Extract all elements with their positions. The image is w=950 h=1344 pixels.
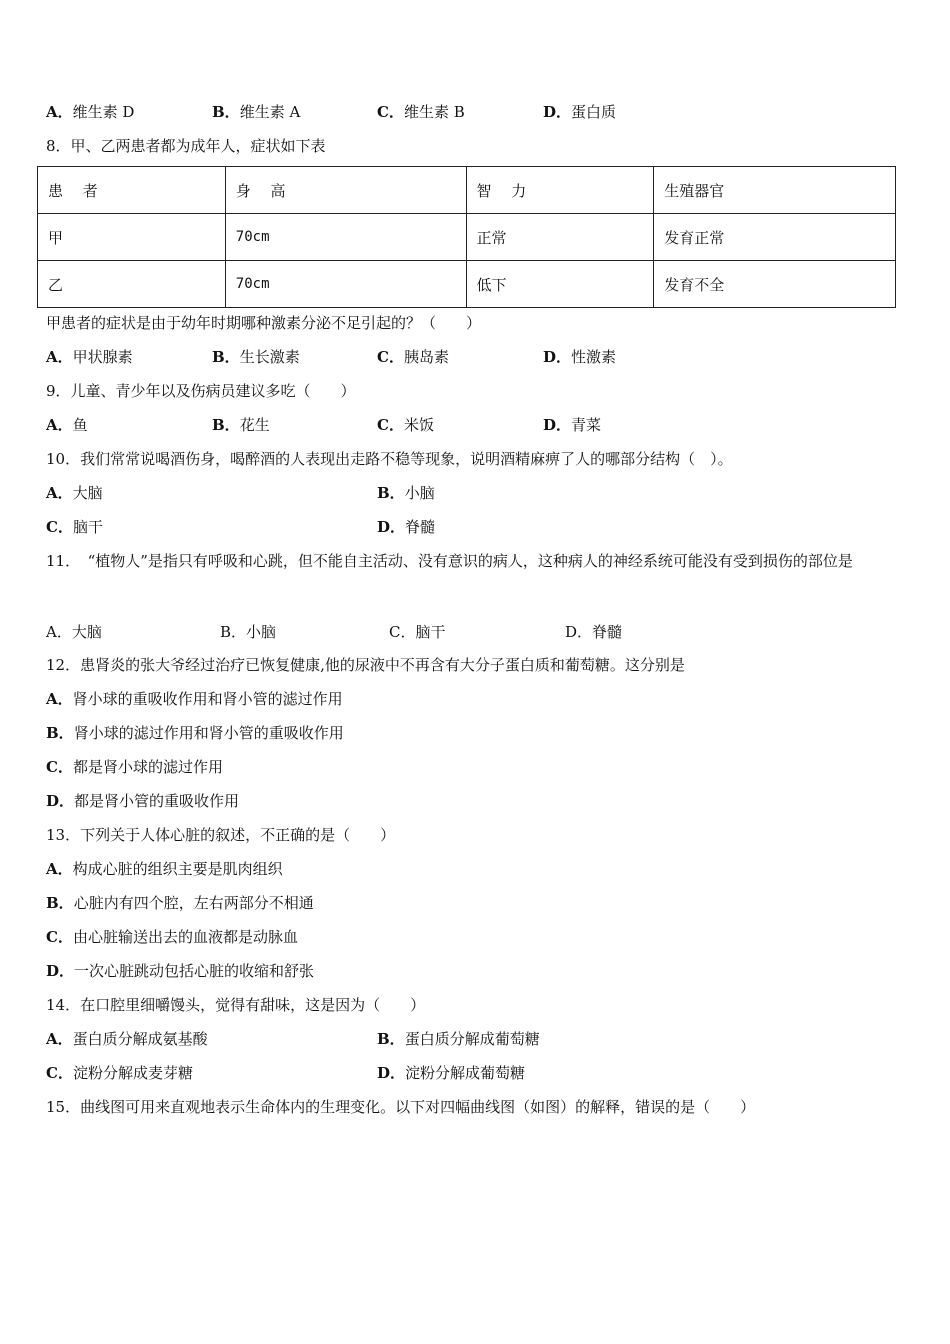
table-cell: 发育不全 — [654, 261, 896, 308]
q11-option-a: A．大脑 — [46, 623, 102, 641]
q12-option-b: B．肾小球的滤过作用和肾小管的重吸收作用 — [46, 724, 344, 742]
q9-option-a: A．鱼 — [46, 416, 88, 434]
q14-option-d: D．淀粉分解成葡萄糖 — [377, 1064, 526, 1082]
table-cell: 甲 — [38, 214, 226, 261]
symptom-table — [37, 166, 896, 308]
q12-stem: 12．患肾炎的张大爷经过治疗已恢复健康,他的尿液中不再含有大分子蛋白质和葡萄糖。这分别是 — [46, 656, 685, 674]
q9-option-b: B．花生 — [212, 416, 270, 434]
q15-stem: 15．曲线图可用来直观地表示生命体内的生理变化。以下对四幅曲线图（如图）的解释，错误的是（ ） — [46, 1098, 756, 1116]
q8-stem: 8．甲、乙两患者都为成年人，症状如下表 — [46, 137, 326, 155]
q8-option-b: B．生长激素 — [212, 348, 300, 366]
q7-option-d: D．蛋白质 — [543, 103, 617, 121]
q8-question: 甲患者的症状是由于幼年时期哪种激素分泌不足引起的？（ ） — [46, 314, 482, 332]
q7-option-c: C．维生素 B — [377, 103, 465, 121]
q8-option-c: C．胰岛素 — [377, 348, 449, 366]
q8-option-a: A．甲状腺素 — [46, 348, 133, 366]
table-cell: 乙 — [38, 261, 226, 308]
table-cell: 低下 — [466, 261, 654, 308]
table-header-row — [38, 167, 896, 214]
q14-stem: 14．在口腔里细嚼馒头，觉得有甜味，这是因为（ ） — [46, 996, 426, 1014]
table-header-cell: 智 力 — [466, 167, 654, 214]
q13-option-a: A．构成心脏的组织主要是肌肉组织 — [46, 860, 283, 878]
q14-option-c: C．淀粉分解成麦芽糖 — [46, 1064, 193, 1082]
q9-stem: 9．儿童、青少年以及伤病员建议多吃（ ） — [46, 382, 356, 400]
table-header-cell: 身 高 — [225, 167, 466, 214]
table-cell: 70cm — [225, 261, 466, 308]
table-cell: 发育正常 — [654, 214, 896, 261]
q13-option-b: B．心脏内有四个腔，左右两部分不相通 — [46, 894, 314, 912]
q12-option-a: A．肾小球的重吸收作用和肾小管的滤过作用 — [46, 690, 343, 708]
q14-option-b: B．蛋白质分解成葡萄糖 — [377, 1030, 540, 1048]
q11-option-d: D．脊髓 — [565, 623, 623, 641]
q11-stem: 11． “植物人”是指只有呼吸和心跳，但不能自主活动、没有意识的病人，这种病人的神经系统可能没有受到损伤的部位是 — [46, 552, 853, 570]
table-header-cell: 生殖器官 — [654, 167, 896, 214]
q10-option-b: B．小脑 — [377, 484, 435, 502]
q13-option-c: C．由心脏输送出去的血液都是动脉血 — [46, 928, 298, 946]
q12-option-c: C．都是肾小球的滤过作用 — [46, 758, 223, 776]
q9-option-c: C．米饭 — [377, 416, 434, 434]
table-cell: 正常 — [466, 214, 654, 261]
q13-option-d: D．一次心脏跳动包括心脏的收缩和舒张 — [46, 962, 315, 980]
table-row — [38, 261, 896, 308]
q11-option-c: C．脑干 — [389, 623, 446, 641]
table-row — [38, 214, 896, 261]
q10-option-a: A．大脑 — [46, 484, 103, 502]
q7-option-b: B．维生素 A — [212, 103, 301, 121]
q11-option-b: B．小脑 — [220, 623, 277, 641]
q10-option-d: D．脊髓 — [377, 518, 436, 536]
q14-option-a: A．蛋白质分解成氨基酸 — [46, 1030, 208, 1048]
q10-stem: 10．我们常常说喝酒伤身，喝醉酒的人表现出走路不稳等现象，说明酒精麻痹了人的哪部分结构（ ）。 — [46, 450, 733, 468]
table-header-cell: 患 者 — [38, 167, 226, 214]
q7-option-a: A．维生素 D — [46, 103, 135, 121]
q8-option-d: D．性激素 — [543, 348, 617, 366]
table-cell: 70cm — [225, 214, 466, 261]
q13-stem: 13．下列关于人体心脏的叙述，不正确的是（ ） — [46, 826, 396, 844]
q10-option-c: C．脑干 — [46, 518, 103, 536]
q12-option-d: D．都是肾小管的重吸收作用 — [46, 792, 240, 810]
q9-option-d: D．青菜 — [543, 416, 602, 434]
